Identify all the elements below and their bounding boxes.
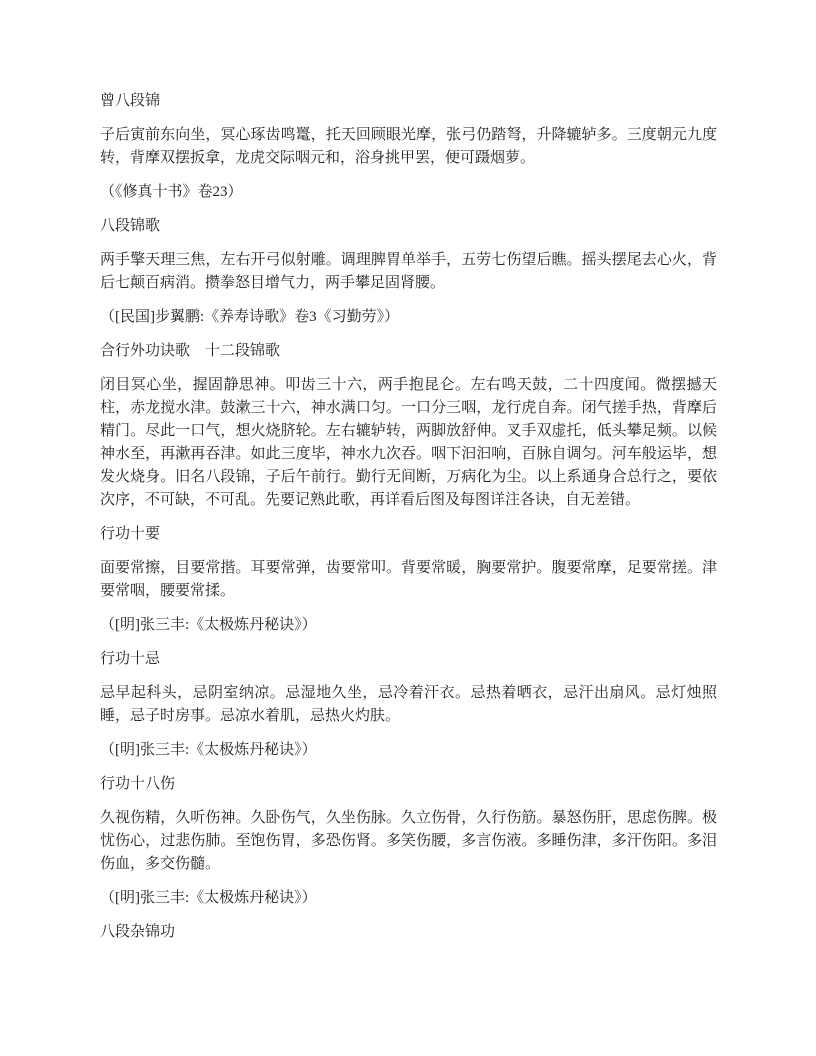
section-heading: 行功十忌	[100, 651, 161, 667]
section-heading: 曾八段锦	[100, 93, 161, 109]
section-shierduanjin-ge	[100, 340, 717, 512]
section-body: 忌早起科头，忌阴室纳凉。忌湿地久坐，忌冷着汗衣。忌热着晒衣，忌汗出扇风。忌灯烛照睡，忌子时房事。忌凉水着肌，忌热火灼肤。	[100, 685, 717, 724]
section-heading: 八段杂锦功	[100, 924, 176, 940]
section-source: （《修真十书》卷23）	[100, 184, 243, 200]
section-baduanjin-ge	[100, 215, 717, 329]
section-body: 两手擎天理三焦，左右开弓似射雕。调理脾胃单举手，五劳七伤望后瞧。摇头摆尾去心火，背后七颠百病消。攒拳怒目增气力，两手攀足固肾腰。	[100, 252, 717, 291]
section-baduan-zajin-gong	[100, 921, 717, 944]
section-source: （[民国]步翼鹏:《养寿诗歌》卷3《习勤劳》）	[100, 309, 400, 325]
section-source: （[明]张三丰:《太极炼丹秘诀》）	[100, 890, 317, 906]
section-xinggong-shiji	[100, 648, 717, 762]
section-xinggong-shiyao	[100, 523, 717, 637]
section-body: 久视伤精，久听伤神。久卧伤气，久坐伤脉。久立伤骨，久行伤筋。暴怒伤肝，思虑伤脾。极忧伤心，过悲伤肺。至饱伤胃，多恐伤肾。多笑伤腰，多言伤液。多睡伤津，多汗伤阳。多泪伤血，多交伤髓。	[100, 810, 717, 872]
section-heading: 合行外功诀歌 十二段锦歌	[100, 343, 281, 359]
section-zeng-baduanjin	[100, 90, 717, 204]
section-body: 子后寅前东向坐，冥心琢齿鸣鼍，托天回顾眼光摩，张弓仍踏弩，升降辘轳多。三度朝元九度转，背摩双摆扳拿，龙虎交际咽元和，浴身挑甲罢，便可蹑烟萝。	[100, 127, 717, 166]
section-body: 闭目冥心坐，握固静思神。叩齿三十六，两手抱昆仑。左右鸣天鼓，二十四度闻。微摆撼天柱，赤龙搅水津。鼓漱三十六，神水满口匀。一口分三咽，龙行虎自奔。闭气搓手热，背摩后精门。尽此一口气，想火烧脐轮。左右辘轳转，两脚放舒伸。叉手双虚托，低头攀足频。以候神水至，再漱再吞津。如此三度毕，神水九次吞。咽下汩汩响，百脉自调匀。河车般运毕，想发火烧身。旧名八段锦，子后午前行。勤行无间断，万病化为尘。以上系通身合总行之，要依次序，不可缺，不可乱。先要记熟此歌，再详看后图及每图详注各诀，自无差错。	[100, 377, 717, 508]
section-heading: 行功十要	[100, 526, 161, 542]
section-heading: 行功十八伤	[100, 776, 176, 792]
section-body: 面要常擦，目要常揩。耳要常弹，齿要常叩。背要常暖，胸要常护。腹要常摩，足要常搓。津要常咽，腰要常揉。	[100, 560, 717, 599]
section-source: （[明]张三丰:《太极炼丹秘诀》）	[100, 742, 317, 758]
section-xinggong-shibashang	[100, 773, 717, 910]
section-heading: 八段锦歌	[100, 218, 161, 234]
section-source: （[明]张三丰:《太极炼丹秘诀》）	[100, 617, 317, 633]
